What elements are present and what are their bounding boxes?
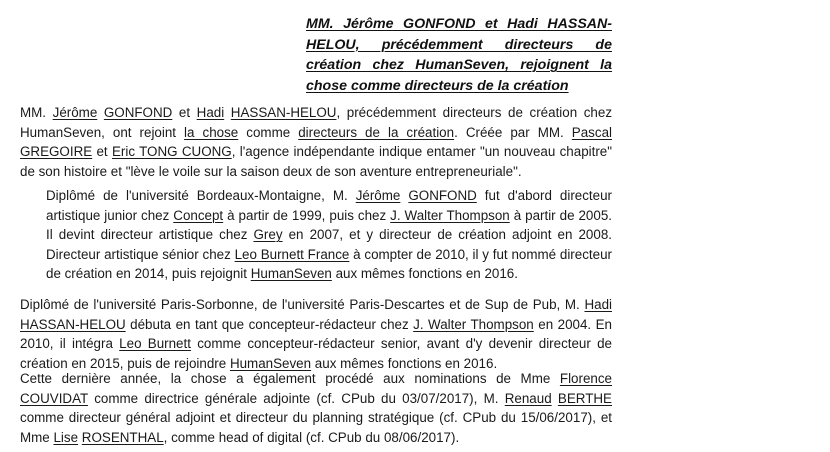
text: comme directeur général adjoint et directeur du planning stratégique (cf. CPub du 15/06/2017), et Mme xyxy=(20,410,612,445)
text: . Créée par MM. xyxy=(454,124,572,140)
headline-line: HELOU, précédemment directeurs de xyxy=(306,36,612,53)
text: et xyxy=(92,144,112,159)
link-renaud[interactable]: Renaud xyxy=(504,390,552,406)
text: comme directrice générale adjointe (cf. CPub du 03/07/2017), M. xyxy=(87,390,505,406)
hassan-helou-bio-paragraph xyxy=(20,295,612,373)
gonfond-bio-paragraph xyxy=(46,186,612,284)
link-gonfond[interactable]: GONFOND xyxy=(103,105,173,120)
link-hassan-helou[interactable]: HASSAN-HELOU xyxy=(230,105,337,120)
text: Cette dernière année, la chose a également procédé aux nominations de Mme xyxy=(20,371,560,386)
link-pascal-gregoire[interactable]: Pascal GREGOIRE xyxy=(20,124,612,159)
link-lise[interactable]: Lise xyxy=(53,429,79,445)
link-la-chose[interactable]: la chose xyxy=(184,124,239,140)
link-humanseven[interactable]: HumanSeven xyxy=(250,266,332,281)
text: , précédemment directeurs de création chez HumanSeven, ont rejoint xyxy=(20,105,613,140)
text: comme concepteur-rédacteur senior, avant d'y devenir directeur de création en 2015, puis de rejoindre xyxy=(20,336,612,371)
link-hadi[interactable]: Hadi xyxy=(196,105,225,120)
link-jerome[interactable]: Jérôme xyxy=(52,105,98,120)
text: , comme head of digital (cf. CPub du 08/06/2017). xyxy=(163,429,460,445)
link-leo-burnett-france[interactable]: Leo Burnett France xyxy=(234,246,350,262)
text: Diplômé de l'université Paris-Sorbonne, de l'université Paris-Descartes et de Sup de Pub, M. xyxy=(20,297,585,312)
link-rosenthal[interactable]: ROSENTHAL xyxy=(81,429,164,445)
article-headline xyxy=(306,14,612,96)
text: et xyxy=(172,105,197,120)
text: à partir de 2005. Il devint directeur artistique chez xyxy=(46,207,612,242)
link-gonfond[interactable]: GONFOND xyxy=(408,188,477,203)
text: comme xyxy=(238,124,299,140)
text: débuta en tant que concepteur-rédacteur chez xyxy=(125,316,414,332)
link-hadi-hassan-helou[interactable]: Hadi HASSAN-HELOU xyxy=(20,297,612,332)
text: en 2004. En 2010, il intégra xyxy=(20,316,612,351)
link-j-walter-thompson[interactable]: J. Walter Thompson xyxy=(413,316,534,332)
text: aux mêmes fonctions en 2016. xyxy=(331,266,518,281)
link-jerome[interactable]: Jérôme xyxy=(355,188,401,203)
link-j-walter-thompson[interactable]: J. Walter Thompson xyxy=(390,207,510,223)
text: MM. xyxy=(20,105,53,120)
text xyxy=(97,105,104,120)
link-florence-couvidat[interactable]: Florence COUVIDAT xyxy=(20,371,612,406)
text: aux mêmes fonctions en 2016. xyxy=(311,355,498,371)
headline-line: création chez HumanSeven, rejoignent la xyxy=(306,57,612,73)
link-concept[interactable]: Concept xyxy=(173,207,224,223)
text: , l'agence indépendante indique entamer "un nouveau chapitre" de son histoire et "lève le voile sur la saison deux de son aventure entrepreneuriale". xyxy=(20,144,613,179)
text: à partir de 1999, puis chez xyxy=(223,207,391,223)
nominations-paragraph xyxy=(20,369,612,447)
text: Diplômé de l'université Bordeaux-Montaigne, M. xyxy=(46,188,356,203)
link-leo-burnett[interactable]: Leo Burnett xyxy=(119,336,191,351)
link-humanseven[interactable]: HumanSeven xyxy=(229,355,312,371)
headline-line: chose comme directeurs de la création xyxy=(306,77,569,94)
headline-line: MM. Jérôme GONFOND et Hadi HASSAN- xyxy=(306,16,612,32)
link-directeurs-creation[interactable]: directeurs de la création xyxy=(298,124,455,140)
link-eric-tong-cuong[interactable]: Eric TONG CUONG xyxy=(111,144,232,159)
intro-paragraph xyxy=(20,103,612,181)
text: fut d'abord directeur artistique junior chez xyxy=(46,188,612,223)
link-grey[interactable]: Grey xyxy=(253,227,283,242)
text: à compter de 2010, il y fut nommé directeur de création en 2014, puis rejoignit xyxy=(46,246,612,281)
text xyxy=(224,105,231,120)
link-berthe[interactable]: BERTHE xyxy=(557,390,612,406)
text: en 2007, et y directeur de création adjoint en 2008. Directeur artistique sénior chez xyxy=(46,227,612,262)
